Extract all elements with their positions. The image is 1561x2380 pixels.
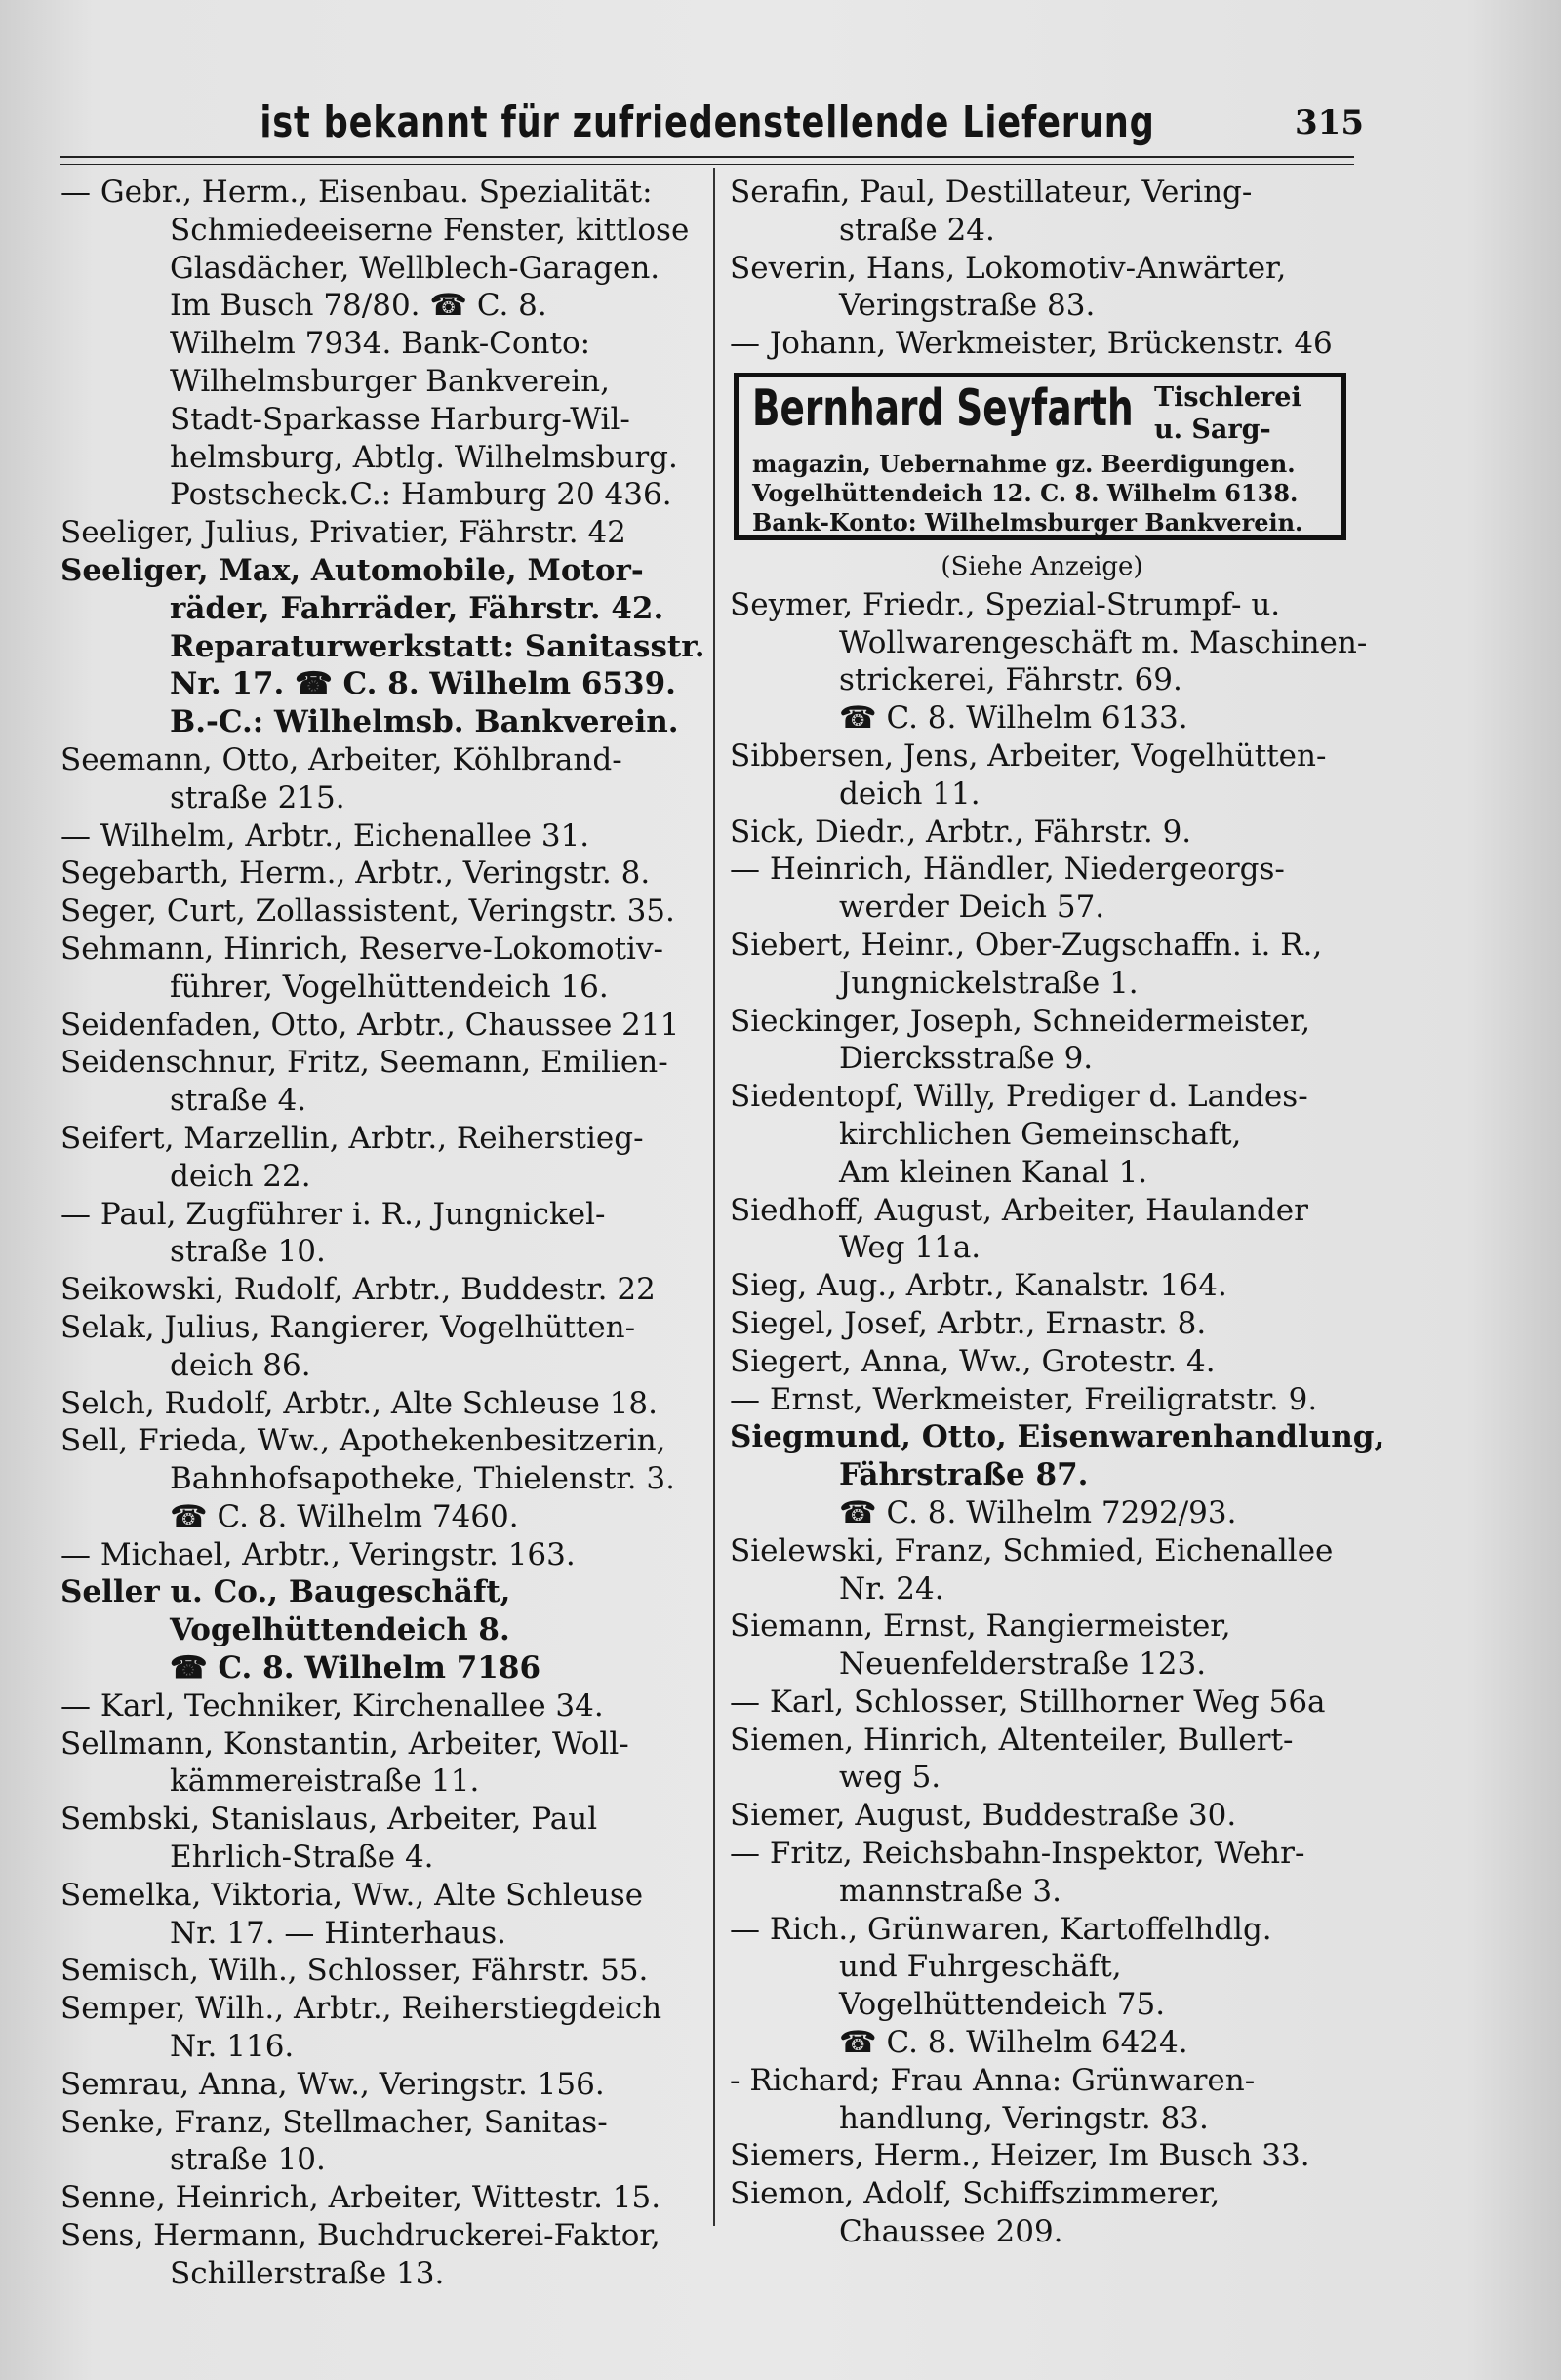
advertisement-box — [734, 373, 1346, 540]
directory-entry-line: Sehmann, Hinrich, Reserve-Lokomotiv- — [60, 931, 663, 967]
directory-entry-line: straße 215. — [170, 779, 345, 815]
directory-entry-line: — Michael, Arbtr., Veringstr. 163. — [60, 1536, 576, 1572]
directory-entry-line: Siemen, Hinrich, Altenteiler, Bullert- — [730, 1722, 1294, 1758]
directory-entry-line: Sieckinger, Joseph, Schneidermeister, — [730, 1003, 1311, 1039]
directory-entry-line: Seifert, Marzellin, Arbtr., Reiherstieg- — [60, 1120, 644, 1156]
directory-entry-line: Stadt-Sparkasse Harburg-Wil- — [170, 401, 630, 437]
directory-entry-line: ☎ C. 8. Wilhelm 7292/93. — [839, 1494, 1237, 1530]
header-rule-thin — [60, 164, 1354, 165]
right-column-bottom — [730, 586, 1385, 2251]
directory-entry-line: Vogelhüttendeich 8. — [170, 1612, 510, 1648]
directory-entry-line: Diercksstraße 9. — [839, 1041, 1094, 1077]
directory-entry-line: führer, Vogelhüttendeich 16. — [170, 969, 609, 1005]
directory-entry-line: Glasdächer, Wellblech-Garagen. — [170, 250, 660, 286]
directory-entry-line: Siemer, August, Buddestraße 30. — [730, 1798, 1237, 1834]
directory-entry-line: und Fuhrgeschäft, — [839, 1949, 1122, 1985]
directory-entry-line: Sieg, Aug., Arbtr., Kanalstr. 164. — [730, 1268, 1227, 1304]
directory-entry-line: Semper, Wilh., Arbtr., Reiherstiegdeich — [60, 1991, 662, 2027]
directory-entry-line: — Paul, Zugführer i. R., Jungnickel- — [60, 1196, 606, 1232]
directory-entry-line: straße 4. — [170, 1083, 307, 1119]
directory-entry-line: Vogelhüttendeich 75. — [839, 1987, 1166, 2023]
directory-entry-line: weg 5. — [839, 1760, 941, 1796]
directory-entry-line: — Heinrich, Händler, Niedergeorgs- — [730, 852, 1285, 888]
directory-entry-line: Nr. 116. — [170, 2029, 295, 2065]
directory-entry-line: werder Deich 57. — [839, 890, 1105, 926]
directory-entry-line: Seger, Curt, Zollassistent, Veringstr. 35. — [60, 893, 675, 930]
directory-entry-line: Nr. 17. ☎ C. 8. Wilhelm 6539. — [170, 666, 676, 702]
directory-entry-line: Senne, Heinrich, Arbeiter, Wittestr. 15. — [60, 2180, 661, 2216]
directory-entry-line: straße 10. — [170, 1234, 326, 1270]
directory-entry-line: Seidenfaden, Otto, Arbtr., Chaussee 211 — [60, 1007, 680, 1043]
directory-entry-line: — Johann, Werkmeister, Brückenstr. 46 — [730, 326, 1333, 362]
page-header — [59, 98, 1364, 156]
directory-entry-line: Serafin, Paul, Destillateur, Vering- — [730, 175, 1253, 210]
directory-entry-line: Sens, Hermann, Buchdruckerei-Faktor, — [60, 2218, 660, 2254]
directory-entry-line: straße 10. — [170, 2142, 326, 2178]
advertiser-name: Bernhard Seyfarth — [752, 378, 1134, 438]
directory-entry-line: handlung, Veringstr. 83. — [839, 2100, 1209, 2136]
directory-entry-line: ☎ C. 8. Wilhelm 7186 — [170, 1650, 541, 1686]
directory-entry-line: Weg 11a. — [839, 1230, 981, 1266]
directory-entry-line: Nr. 17. — Hinterhaus. — [170, 1915, 506, 1951]
directory-entry-line: deich 22. — [170, 1158, 311, 1194]
directory-entry-line: mannstraße 3. — [839, 1873, 1061, 1909]
directory-entry-line: Jungnickelstraße 1. — [839, 965, 1139, 1001]
directory-entry-line: — Karl, Schlosser, Stillhorner Weg 56a — [730, 1684, 1326, 1720]
directory-entry-line: Siemann, Ernst, Rangiermeister, — [730, 1608, 1231, 1645]
directory-entry-line: Siemon, Adolf, Schiffszimmerer, — [730, 2176, 1221, 2212]
directory-entry-line: ☎ C. 8. Wilhelm 7460. — [170, 1498, 519, 1534]
advertisement-bank: Bank-Konto: Wilhelmsburger Bankverein. — [752, 507, 1303, 536]
directory-entry-line: deich 11. — [839, 775, 981, 812]
directory-entry-line: Seeliger, Max, Automobile, Motor- — [60, 552, 644, 588]
directory-entry-line: Reparaturwerkstatt: Sanitasstr. — [170, 628, 705, 664]
directory-entry-line: kirchlichen Gemeinschaft, — [839, 1116, 1242, 1152]
directory-entry-line: Wollwarengeschäft m. Maschinen- — [839, 624, 1368, 660]
advertisement-note: (Siehe Anzeige) — [941, 551, 1143, 581]
directory-entry-line: Seeliger, Julius, Privatier, Fährstr. 42 — [60, 515, 626, 551]
directory-entry-line: Sick, Diedr., Arbtr., Fährstr. 9. — [730, 813, 1192, 850]
directory-entry-line: Siedhoff, August, Arbeiter, Haulander — [730, 1192, 1308, 1228]
directory-entry-line: — Rich., Grünwaren, Kartoffelhdlg. — [730, 1911, 1272, 1947]
directory-entry-line: Fährstraße 87. — [839, 1457, 1089, 1493]
directory-entry-line: deich 86. — [170, 1347, 311, 1383]
directory-entry-line: Im Busch 78/80. ☎ C. 8. — [170, 288, 547, 324]
directory-entry-line: Sembski, Stanislaus, Arbeiter, Paul — [60, 1802, 598, 1838]
directory-entry-line: Nr. 24. — [839, 1570, 944, 1606]
directory-entry-line: Seller u. Co., Baugeschäft, — [60, 1574, 511, 1610]
left-column — [60, 174, 705, 2293]
header-rule-thick — [60, 156, 1354, 158]
directory-entry-line: Senke, Franz, Stellmacher, Sanitas- — [60, 2104, 608, 2140]
directory-entry-line: kämmereistraße 11. — [170, 1764, 480, 1800]
directory-entry-line: Semelka, Viktoria, Ww., Alte Schleuse — [60, 1877, 644, 1913]
directory-entry-line: — Gebr., Herm., Eisenbau. Spezialität: — [60, 175, 653, 210]
directory-entry-line: Sibbersen, Jens, Arbeiter, Vogelhütten- — [730, 737, 1327, 774]
column-divider — [713, 168, 715, 2226]
running-head-slogan: ist bekannt für zufriedenstellende Lieferung — [260, 98, 1155, 147]
directory-entry-line: Wilhelm 7934. Bank-Conto: — [170, 326, 591, 362]
directory-entry-line: Selch, Rudolf, Arbtr., Alte Schleuse 18. — [60, 1385, 658, 1421]
directory-entry-line: Chaussee 209. — [839, 2214, 1063, 2250]
directory-entry-line: straße 24. — [839, 212, 995, 248]
advertisement-address: Vogelhüttendeich 12. C. 8. Wilhelm 6138. — [752, 478, 1299, 507]
directory-entry-line: B.-C.: Wilhelmsb. Bankverein. — [170, 704, 679, 740]
directory-entry-line: Siegel, Josef, Arbtr., Ernastr. 8. — [730, 1305, 1207, 1341]
directory-entry-line: Sellmann, Konstantin, Arbeiter, Woll- — [60, 1726, 629, 1762]
directory-entry-line: räder, Fahrräder, Fährstr. 42. — [170, 590, 664, 626]
directory-entry-line: Seymer, Friedr., Spezial-Strumpf- u. — [730, 586, 1281, 622]
directory-entry-line: — Wilhelm, Arbtr., Eichenallee 31. — [60, 817, 590, 853]
directory-entry-line: Am kleinen Kanal 1. — [839, 1154, 1148, 1190]
advertisement-services: magazin, Uebernahme gz. Beerdigungen. — [752, 449, 1296, 478]
directory-entry-line: Siedentopf, Willy, Prediger d. Landes- — [730, 1079, 1308, 1115]
directory-entry-line: Ehrlich-Straße 4. — [170, 1840, 434, 1876]
directory-entry-line: Severin, Hans, Lokomotiv-Anwärter, — [730, 250, 1287, 286]
directory-entry-line: ☎ C. 8. Wilhelm 6424. — [839, 2025, 1188, 2061]
directory-entry-line: Selak, Julius, Rangierer, Vogelhütten- — [60, 1309, 636, 1345]
directory-entry-line: Neuenfelderstraße 123. — [839, 1646, 1207, 1683]
right-column — [730, 174, 1385, 2251]
directory-entry-line: Veringstraße 83. — [839, 288, 1096, 324]
directory-entry-line: Siegmund, Otto, Eisenwarenhandlung, — [730, 1419, 1385, 1455]
directory-entry-line: Wilhelmsburger Bankverein, — [170, 363, 610, 399]
directory-entry-line: Segebarth, Herm., Arbtr., Veringstr. 8. — [60, 855, 651, 892]
directory-entry-line: - Richard; Frau Anna: Grünwaren- — [730, 2062, 1256, 2098]
directory-entry-line: Siegert, Anna, Ww., Grotestr. 4. — [730, 1343, 1216, 1379]
directory-entry-line: Sell, Frieda, Ww., Apothekenbesitzerin, — [60, 1423, 666, 1459]
directory-entry-line: Schillerstraße 13. — [170, 2255, 445, 2291]
directory-entry-line: Seikowski, Rudolf, Arbtr., Buddestr. 22 — [60, 1272, 656, 1308]
directory-entry-line: Seemann, Otto, Arbeiter, Köhlbrand- — [60, 741, 622, 777]
directory-entry-line: — Ernst, Werkmeister, Freiligratstr. 9. — [730, 1381, 1318, 1417]
advertiser-trade: Tischlerei u. Sarg- — [1154, 381, 1301, 445]
directory-entry-line: Schmiedeeiserne Fenster, kittlose — [170, 212, 690, 248]
directory-entry-line: Semisch, Wilh., Schlosser, Fährstr. 55. — [60, 1953, 649, 1989]
directory-entry-line: strickerei, Fährstr. 69. — [839, 662, 1182, 698]
directory-entry-line: Siebert, Heinr., Ober-Zugschaffn. i. R., — [730, 927, 1323, 963]
right-column-top — [730, 174, 1354, 363]
directory-entry-line: helmsburg, Abtlg. Wilhelmsburg. — [170, 439, 678, 475]
directory-entry-line: — Karl, Techniker, Kirchenallee 34. — [60, 1687, 604, 1724]
directory-entry-line: Sielewski, Franz, Schmied, Eichenallee — [730, 1532, 1334, 1568]
directory-entry-line: Seidenschnur, Fritz, Seemann, Emilien- — [60, 1045, 668, 1081]
page-number: 315 — [1295, 103, 1364, 142]
directory-entry-line: Semrau, Anna, Ww., Veringstr. 156. — [60, 2066, 605, 2102]
directory-entry-line: Postscheck.C.: Hamburg 20 436. — [170, 477, 672, 513]
directory-entry-line: ☎ C. 8. Wilhelm 6133. — [839, 700, 1188, 736]
directory-entry-line: Bahnhofsapotheke, Thielenstr. 3. — [170, 1461, 675, 1497]
directory-entry-line: — Fritz, Reichsbahn-Inspektor, Wehr- — [730, 1836, 1305, 1872]
directory-entry-line: Siemers, Herm., Heizer, Im Busch 33. — [730, 2138, 1310, 2174]
